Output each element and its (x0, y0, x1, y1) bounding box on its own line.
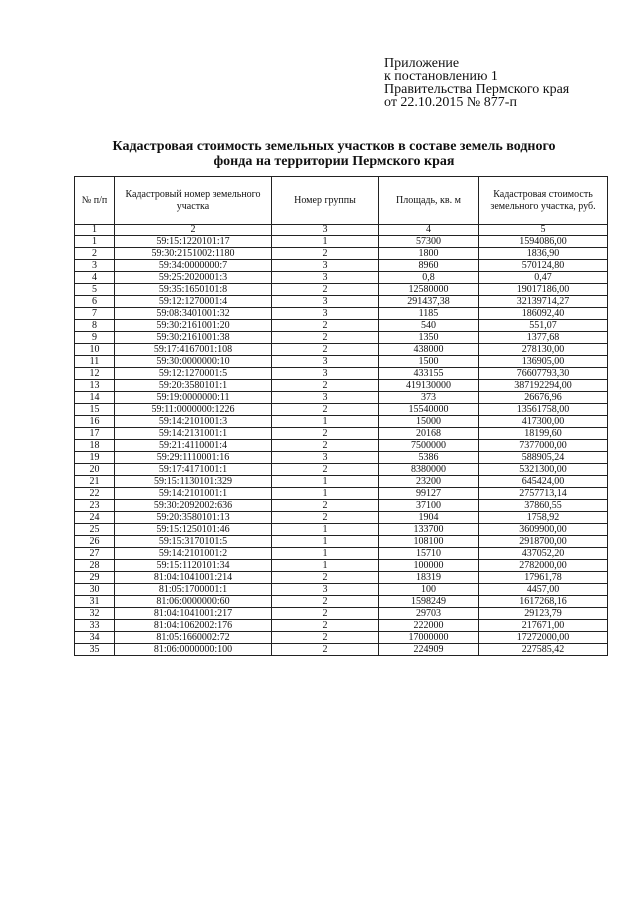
appendix-line: Приложение (384, 56, 460, 71)
title-line: фонда на территории Пермского края (213, 154, 455, 169)
cell-area: 433155 (379, 368, 479, 380)
cell-area: 373 (379, 392, 479, 404)
cell-cadastral-value: 2918700,00 (479, 536, 608, 548)
table-row (75, 644, 608, 656)
cell-area: 18319 (379, 572, 479, 584)
cell-number: 21 (75, 476, 115, 488)
cell-cadastral-number: 81:05:1660002:72 (115, 632, 272, 644)
table-row (75, 596, 608, 608)
cell-cadastral-value: 278130,00 (479, 344, 608, 356)
cell-group: 2 (272, 464, 379, 476)
cell-cadastral-value: 17961,78 (479, 572, 608, 584)
cell-group: 2 (272, 440, 379, 452)
cell-cadastral-number: 59:35:1650101:8 (115, 284, 272, 296)
table-row (75, 512, 608, 524)
cell-cadastral-value: 1594086,00 (479, 236, 608, 248)
cell-area: 1185 (379, 308, 479, 320)
cell-number: 31 (75, 596, 115, 608)
cell-cadastral-value: 437052,20 (479, 548, 608, 560)
cell-cadastral-value: 76607793,30 (479, 368, 608, 380)
cell-area: 1904 (379, 512, 479, 524)
appendix-header (384, 57, 569, 109)
cell-area: 419130000 (379, 380, 479, 392)
cell-cadastral-number: 59:19:0000000:11 (115, 392, 272, 404)
table-row (75, 488, 608, 500)
cell-cadastral-value: 570124,80 (479, 260, 608, 272)
cell-cadastral-value: 2757713,14 (479, 488, 608, 500)
title-line: Кадастровая стоимость земельных участков в составе земель водного (112, 139, 556, 154)
cell-area: 15000 (379, 416, 479, 428)
table-row (75, 632, 608, 644)
cell-group: 2 (272, 344, 379, 356)
table-row (75, 584, 608, 596)
cell-area: 1598249 (379, 596, 479, 608)
cell-group: 3 (272, 356, 379, 368)
column-number-cell: 2 (115, 225, 272, 236)
cell-number: 3 (75, 260, 115, 272)
cell-group: 1 (272, 560, 379, 572)
cell-group: 3 (272, 260, 379, 272)
table-row (75, 536, 608, 548)
cell-cadastral-number: 59:30:2161001:38 (115, 332, 272, 344)
table-row (75, 608, 608, 620)
cell-area: 8380000 (379, 464, 479, 476)
cell-group: 2 (272, 380, 379, 392)
cell-group: 1 (272, 416, 379, 428)
cell-number: 30 (75, 584, 115, 596)
table-row (75, 428, 608, 440)
cell-cadastral-number: 59:08:3401001:32 (115, 308, 272, 320)
cell-number: 7 (75, 308, 115, 320)
cell-group: 3 (272, 296, 379, 308)
cell-cadastral-value: 417300,00 (479, 416, 608, 428)
cell-cadastral-number: 81:06:0000000:100 (115, 644, 272, 656)
cell-group: 2 (272, 572, 379, 584)
appendix-line: от 22.10.2015 № 877-п (384, 95, 517, 110)
cell-group: 3 (272, 584, 379, 596)
table-row (75, 344, 608, 356)
cell-cadastral-value: 217671,00 (479, 620, 608, 632)
cell-cadastral-number: 81:04:1062002:176 (115, 620, 272, 632)
table-row (75, 476, 608, 488)
cell-area: 8960 (379, 260, 479, 272)
cell-cadastral-value: 588905,24 (479, 452, 608, 464)
cell-cadastral-number: 59:20:3580101:1 (115, 380, 272, 392)
cell-cadastral-value: 2782000,00 (479, 560, 608, 572)
cell-group: 1 (272, 536, 379, 548)
cell-cadastral-number: 59:20:3580101:13 (115, 512, 272, 524)
cell-cadastral-value: 227585,42 (479, 644, 608, 656)
cell-cadastral-number: 59:14:2131001:1 (115, 428, 272, 440)
cell-cadastral-number: 59:14:2101001:1 (115, 488, 272, 500)
table-row (75, 332, 608, 344)
cell-cadastral-number: 59:30:2092002:636 (115, 500, 272, 512)
cell-cadastral-number: 59:14:2101001:3 (115, 416, 272, 428)
cell-area: 222000 (379, 620, 479, 632)
cell-number: 25 (75, 524, 115, 536)
document-title (60, 139, 608, 169)
cell-number: 16 (75, 416, 115, 428)
column-number-cell: 5 (479, 225, 608, 236)
table-row (75, 380, 608, 392)
cell-cadastral-value: 551,07 (479, 320, 608, 332)
cell-group: 3 (272, 452, 379, 464)
cell-group: 2 (272, 284, 379, 296)
table-row (75, 296, 608, 308)
cell-group: 2 (272, 428, 379, 440)
cell-area: 29703 (379, 608, 479, 620)
cell-cadastral-value: 4457,00 (479, 584, 608, 596)
table-row (75, 248, 608, 260)
cell-number: 13 (75, 380, 115, 392)
cell-cadastral-number: 59:15:1130101:329 (115, 476, 272, 488)
header-cell-cadastral-number: Кадастровый номер земельного участка (115, 177, 272, 225)
cell-group: 2 (272, 500, 379, 512)
table-row (75, 524, 608, 536)
cell-area: 20168 (379, 428, 479, 440)
table-row (75, 368, 608, 380)
cell-area: 12580000 (379, 284, 479, 296)
cadastral-value-table (74, 176, 608, 656)
cell-cadastral-value: 13561758,00 (479, 404, 608, 416)
cell-cadastral-value: 18199,60 (479, 428, 608, 440)
cell-group: 3 (272, 308, 379, 320)
cell-cadastral-value: 186092,40 (479, 308, 608, 320)
table-row (75, 560, 608, 572)
cell-area: 23200 (379, 476, 479, 488)
cell-group: 2 (272, 620, 379, 632)
cell-number: 34 (75, 632, 115, 644)
cell-number: 1 (75, 236, 115, 248)
cell-number: 27 (75, 548, 115, 560)
column-number-row (75, 225, 608, 236)
cell-cadastral-number: 59:25:2020001:3 (115, 272, 272, 284)
cell-cadastral-number: 59:30:0000000:10 (115, 356, 272, 368)
cell-area: 5386 (379, 452, 479, 464)
table-row (75, 452, 608, 464)
cell-cadastral-number: 81:05:1700001:1 (115, 584, 272, 596)
cell-cadastral-value: 26676,96 (479, 392, 608, 404)
cell-cadastral-number: 59:12:1270001:5 (115, 368, 272, 380)
table-row (75, 392, 608, 404)
header-cell-group: Номер группы (272, 177, 379, 225)
cell-group: 2 (272, 608, 379, 620)
cell-cadastral-value: 19017186,00 (479, 284, 608, 296)
cell-group: 1 (272, 548, 379, 560)
table-header-row (75, 177, 608, 225)
cell-group: 1 (272, 488, 379, 500)
table-row (75, 620, 608, 632)
cell-number: 14 (75, 392, 115, 404)
cell-area: 37100 (379, 500, 479, 512)
cell-group: 1 (272, 476, 379, 488)
cell-area: 0,8 (379, 272, 479, 284)
cell-cadastral-value: 0,47 (479, 272, 608, 284)
table-row (75, 416, 608, 428)
table-row (75, 440, 608, 452)
appendix-line: Правительства Пермского края (384, 82, 570, 97)
cell-group: 2 (272, 644, 379, 656)
cell-cadastral-number: 59:30:2161001:20 (115, 320, 272, 332)
cell-cadastral-value: 136905,00 (479, 356, 608, 368)
cell-cadastral-value: 1836,90 (479, 248, 608, 260)
cell-area: 1800 (379, 248, 479, 260)
cell-area: 1500 (379, 356, 479, 368)
cell-cadastral-number: 59:15:3170101:5 (115, 536, 272, 548)
table-row (75, 404, 608, 416)
cell-cadastral-value: 3609900,00 (479, 524, 608, 536)
cell-area: 17000000 (379, 632, 479, 644)
table-row (75, 272, 608, 284)
column-number-cell: 1 (75, 225, 115, 236)
cell-cadastral-value: 32139714,27 (479, 296, 608, 308)
cell-cadastral-number: 59:12:1270001:4 (115, 296, 272, 308)
cell-area: 1350 (379, 332, 479, 344)
cell-area: 291437,38 (379, 296, 479, 308)
cell-number: 23 (75, 500, 115, 512)
cell-number: 33 (75, 620, 115, 632)
table-row (75, 284, 608, 296)
header-cell-cadastral-value: Кадастровая стоимость земельного участка, руб. (479, 177, 608, 225)
appendix-line: к постановлению 1 (384, 69, 498, 84)
cell-cadastral-number: 59:30:2151002:1180 (115, 248, 272, 260)
column-number-cell: 3 (272, 225, 379, 236)
cell-number: 18 (75, 440, 115, 452)
cell-number: 9 (75, 332, 115, 344)
cell-area: 100 (379, 584, 479, 596)
cell-number: 28 (75, 560, 115, 572)
cell-cadastral-value: 1617268,16 (479, 596, 608, 608)
cell-cadastral-value: 645424,00 (479, 476, 608, 488)
cell-cadastral-value: 7377000,00 (479, 440, 608, 452)
table-row (75, 260, 608, 272)
cell-cadastral-value: 387192294,00 (479, 380, 608, 392)
cell-group: 1 (272, 524, 379, 536)
cell-group: 2 (272, 248, 379, 260)
cell-cadastral-number: 59:29:1110001:16 (115, 452, 272, 464)
table-row (75, 548, 608, 560)
cell-area: 224909 (379, 644, 479, 656)
cell-group: 2 (272, 404, 379, 416)
cell-group: 2 (272, 512, 379, 524)
cell-cadastral-number: 81:04:1041001:214 (115, 572, 272, 584)
cell-area: 15540000 (379, 404, 479, 416)
cell-number: 10 (75, 344, 115, 356)
header-cell-number: № п/п (75, 177, 115, 225)
cell-cadastral-value: 29123,79 (479, 608, 608, 620)
cell-number: 8 (75, 320, 115, 332)
cell-cadastral-number: 59:15:1220101:17 (115, 236, 272, 248)
cell-cadastral-value: 1758,92 (479, 512, 608, 524)
cell-area: 7500000 (379, 440, 479, 452)
cell-group: 2 (272, 632, 379, 644)
cell-area: 108100 (379, 536, 479, 548)
cell-number: 29 (75, 572, 115, 584)
cell-group: 2 (272, 332, 379, 344)
table-row (75, 356, 608, 368)
cell-number: 5 (75, 284, 115, 296)
cell-cadastral-value: 5321300,00 (479, 464, 608, 476)
cell-cadastral-number: 81:04:1041001:217 (115, 608, 272, 620)
cell-area: 15710 (379, 548, 479, 560)
cell-area: 57300 (379, 236, 479, 248)
cell-number: 12 (75, 368, 115, 380)
cell-number: 20 (75, 464, 115, 476)
cell-group: 3 (272, 368, 379, 380)
cell-group: 2 (272, 596, 379, 608)
cell-number: 32 (75, 608, 115, 620)
cell-number: 26 (75, 536, 115, 548)
table-row (75, 236, 608, 248)
cell-cadastral-value: 17272000,00 (479, 632, 608, 644)
table-row (75, 572, 608, 584)
cell-cadastral-number: 81:06:0000000:60 (115, 596, 272, 608)
cell-cadastral-value: 37860,55 (479, 500, 608, 512)
table-row (75, 320, 608, 332)
cell-area: 438000 (379, 344, 479, 356)
table-row (75, 308, 608, 320)
cell-cadastral-number: 59:14:2101001:2 (115, 548, 272, 560)
cell-group: 2 (272, 320, 379, 332)
cell-area: 100000 (379, 560, 479, 572)
cell-cadastral-number: 59:17:4171001:1 (115, 464, 272, 476)
cell-number: 35 (75, 644, 115, 656)
column-number-cell: 4 (379, 225, 479, 236)
cell-group: 1 (272, 236, 379, 248)
cell-number: 2 (75, 248, 115, 260)
cell-cadastral-number: 59:15:1120101:34 (115, 560, 272, 572)
table-row (75, 500, 608, 512)
cell-cadastral-number: 59:21:4110001:4 (115, 440, 272, 452)
table-row (75, 464, 608, 476)
cell-cadastral-number: 59:34:0000000:7 (115, 260, 272, 272)
cell-number: 6 (75, 296, 115, 308)
cell-area: 99127 (379, 488, 479, 500)
cell-number: 4 (75, 272, 115, 284)
cell-group: 3 (272, 392, 379, 404)
cell-area: 540 (379, 320, 479, 332)
cell-area: 133700 (379, 524, 479, 536)
cell-cadastral-value: 1377,68 (479, 332, 608, 344)
cell-number: 17 (75, 428, 115, 440)
cell-group: 3 (272, 272, 379, 284)
cell-number: 24 (75, 512, 115, 524)
cell-number: 19 (75, 452, 115, 464)
cell-cadastral-number: 59:17:4167001:108 (115, 344, 272, 356)
cell-number: 15 (75, 404, 115, 416)
header-cell-area: Площадь, кв. м (379, 177, 479, 225)
cell-number: 22 (75, 488, 115, 500)
cell-cadastral-number: 59:11:0000000:1226 (115, 404, 272, 416)
cell-number: 11 (75, 356, 115, 368)
cell-cadastral-number: 59:15:1250101:46 (115, 524, 272, 536)
